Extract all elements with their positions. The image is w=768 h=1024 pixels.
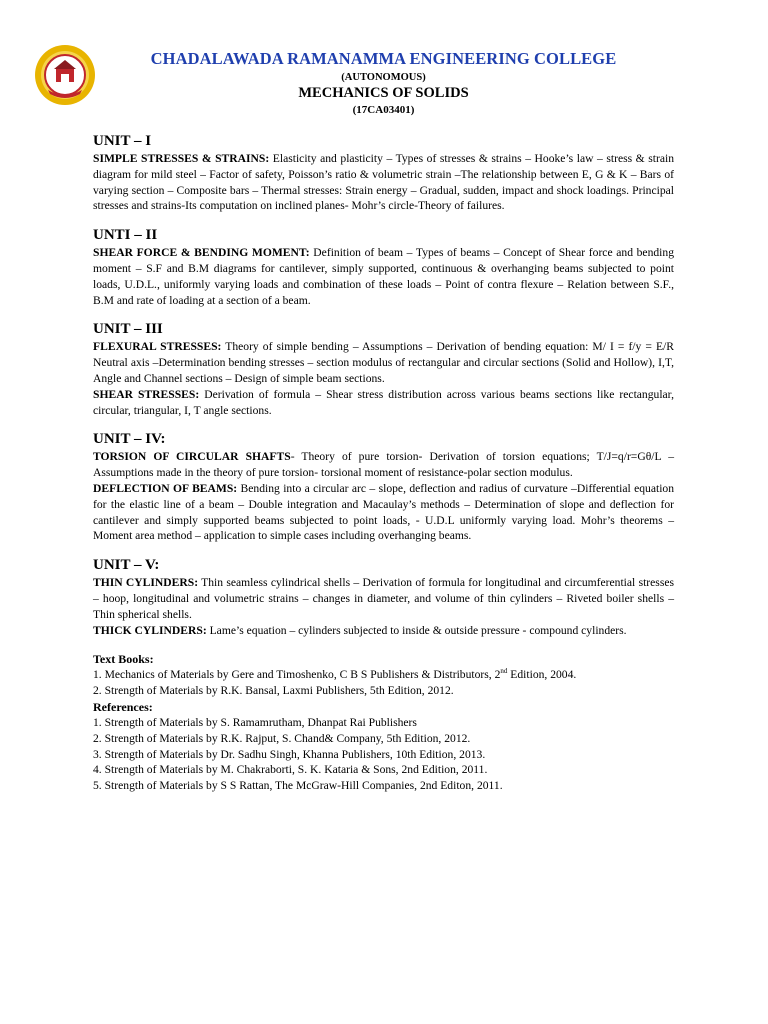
section-heading: DEFLECTION OF BEAMS: xyxy=(93,481,238,495)
unit-paragraph xyxy=(93,245,674,308)
text-book-text: 2. Strength of Materials by R.K. Bansal, Laxmi Publishers, 5th Edition, 2012. xyxy=(93,684,454,698)
section-text: Elasticity and plasticity – Types of stresses & strains – Hooke’s law – stress & strain diagram for mild steel – Factor of safety, Poisson’s ratio & volumetric strain –The relationship between E, G & K – Bars of varying section – Composite bars – Thermal stresses: Strain energy – Gradual, sudden, impact and shock loadings. Principal stresses and strains-Its computation on inclined planes- Mohr’s circle-Theory of failures. xyxy=(93,152,674,213)
college-name: CHADALAWADA RAMANAMMA ENGINEERING COLLEGE xyxy=(150,49,617,68)
section-text: Theory of simple bending – Assumptions – Derivation of bending equation: M/ I = f/y = E/R Neutral axis –Determination bending stresses – section modulus of rectangular and circular sections (Solid and Hollow), I,T, Angle and Channel sections – Design of simple beam sections. xyxy=(93,340,674,385)
autonomous-label: (AUTONOMOUS) xyxy=(341,72,426,83)
section-heading: SHEAR STRESSES: xyxy=(93,387,200,401)
unit-paragraph xyxy=(93,575,674,622)
section-text: Bending into a circular arc – slope, deflection and radius of curvature –Differential equation for the elastic line of a beam – Double integration and Macaulay’s methods – Determination of slope and deflection for cantilever and simply supported beams subjected to point loads, - U.D.L uniformly varying load. Mohr’s theorems – Moment area method – application to simple cases including overhanging beams. xyxy=(93,481,675,543)
superscript: nd xyxy=(500,667,508,676)
subject-title: MECHANICS OF SOLIDS xyxy=(298,85,469,101)
section-text: Definition of beam – Types of beams – Concept of Shear force and bending moment – S.F and B.M diagrams for cantilever, simply supported, continuous & overhanging beams subjected to point loads, U.D.L., uniformly varying loads and combination of these loads – Point of contra flexure – Relation between S.F., B.M and rate of loading at a section of a beam. xyxy=(93,246,674,307)
reference-item: 2. Strength of Materials by R.K. Rajput, S. Chand& Company, 5th Edition, 2012. xyxy=(93,731,471,745)
unit-paragraph xyxy=(93,387,674,419)
reference-item: 5. Strength of Materials by S S Rattan, The McGraw-Hill Companies, 2nd Editon, 2011. xyxy=(93,779,503,793)
section-text: - Theory of pure torsion- Derivation of torsion equations; T/J=q/r=Gθ/L – Assumptions made in the theory of pure torsion- torsional moment of resistance-polar section modulus. xyxy=(93,450,674,480)
unit-paragraph xyxy=(93,449,674,481)
section-heading: THICK CYLINDERS: xyxy=(93,623,207,637)
section-text: Lame’s equation – cylinders subjected to inside & outside pressure - compound cylinders. xyxy=(206,623,627,637)
reference-item: 3. Strength of Materials by Dr. Sadhu Singh, Khanna Publishers, 10th Edition, 2013. xyxy=(93,747,486,761)
section-heading: TORSION OF CIRCULAR SHAFTS xyxy=(93,450,291,464)
references xyxy=(93,699,674,794)
unit-5 xyxy=(93,557,674,638)
section-heading: SHEAR FORCE & BENDING MOMENT: xyxy=(93,246,310,260)
section-text: Derivation of formula – Shear stress distribution across various beams sections like rectangular, circular, triangular, I, T angle sections. xyxy=(93,387,674,417)
text-books-heading: Text Books: xyxy=(93,652,154,667)
references-heading: References: xyxy=(93,699,153,714)
unit-paragraph xyxy=(93,151,674,214)
unit-title: UNIT – V: xyxy=(93,557,160,574)
reference-item: 1. Strength of Materials by S. Ramamrutham, Dhanpat Rai Publishers xyxy=(93,715,417,729)
subject-code: (17CA03401) xyxy=(352,104,415,116)
college-emblem-icon xyxy=(34,44,96,106)
section-heading: FLEXURAL STRESSES: xyxy=(93,340,222,354)
section-text: Thin seamless cylindrical shells – Derivation of formula for longitudinal and circumferential stresses – hoop, longitudinal and volumetric strains – changes in diameter, and volume of thin cylinders – Riveted boiler shells – Thin spherical shells. xyxy=(93,576,674,621)
unit-1 xyxy=(93,133,674,214)
unit-title: UNIT – IV: xyxy=(93,431,166,448)
unit-title: UNIT – III xyxy=(93,321,163,338)
text-book-text: Edition, 2004. xyxy=(507,668,577,682)
unit-4 xyxy=(93,431,674,544)
text-books xyxy=(93,651,674,699)
unit-3 xyxy=(93,321,674,418)
unit-paragraph xyxy=(93,623,674,639)
unit-paragraph xyxy=(93,339,674,386)
text-book-item xyxy=(93,683,674,699)
text-book-item xyxy=(93,667,674,683)
unit-2 xyxy=(93,227,674,308)
unit-title: UNTI – II xyxy=(93,227,158,244)
reference-item: 4. Strength of Materials by M. Chakraborti, S. K. Kataria & Sons, 2nd Edition, 2011. xyxy=(93,763,488,777)
text-book-text: 1. Mechanics of Materials by Gere and Timoshenko, C B S Publishers & Distributors, 2 xyxy=(93,668,501,682)
unit-paragraph xyxy=(93,481,674,544)
section-heading: SIMPLE STRESSES & STRAINS: xyxy=(93,152,270,165)
section-heading: THIN CYLINDERS: xyxy=(93,576,199,590)
syllabus-content xyxy=(93,133,674,794)
unit-title: UNIT – I xyxy=(93,133,152,149)
